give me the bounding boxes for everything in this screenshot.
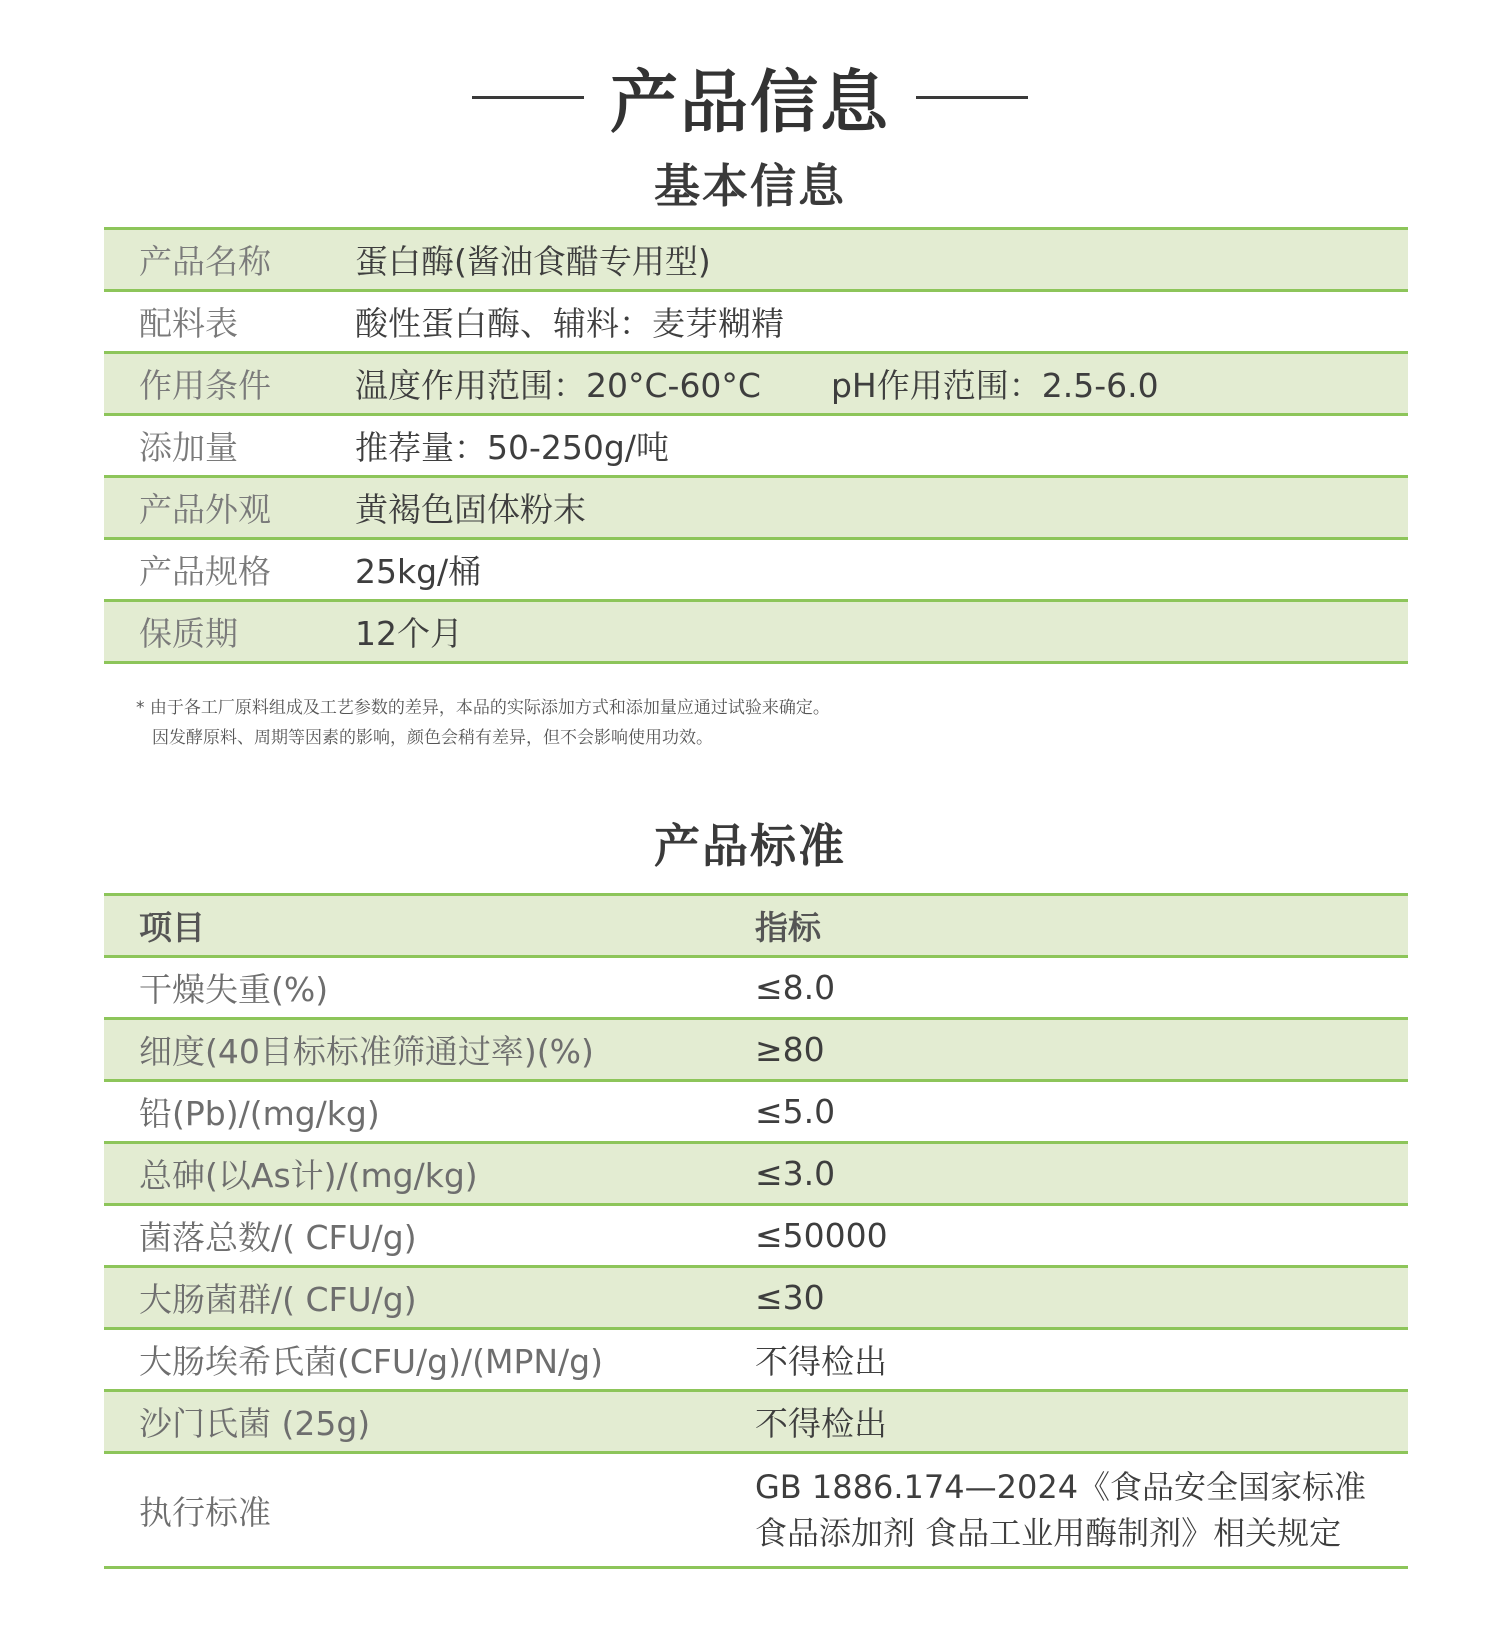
table-row [104, 1082, 1408, 1144]
table-header-row [104, 896, 1408, 958]
row-item: 菌落总数/( CFU/g) [139, 1218, 417, 1257]
row-item: 铅(Pb)/(mg/kg) [139, 1094, 380, 1133]
table-row [104, 1020, 1408, 1082]
table-row [104, 602, 1408, 664]
header-index: 指标 [755, 908, 821, 947]
table-row [104, 1330, 1408, 1392]
row-index: ≤50000 [755, 1216, 888, 1255]
row-value: 12个月 [355, 614, 463, 653]
table-row [104, 958, 1408, 1020]
row-index: ≥80 [755, 1030, 825, 1069]
row-value: 蛋白酶(酱油食醋专用型) [355, 242, 711, 281]
table-row [104, 230, 1408, 292]
row-index: ≤30 [755, 1278, 825, 1317]
title-right-rule [916, 96, 1028, 99]
row-index: ≤5.0 [755, 1092, 836, 1131]
page-title [0, 52, 1500, 142]
row-label: 产品规格 [139, 552, 271, 591]
table-row [104, 1268, 1408, 1330]
row-index: 不得检出 [755, 1342, 887, 1381]
row-item: 执行标准 [139, 1492, 271, 1532]
page-title-text: 产品信息 [609, 63, 890, 143]
exec-standard-line: 食品添加剂 食品工业用酶制剂》相关规定 [755, 1514, 1342, 1552]
table-row [104, 478, 1408, 540]
basic-info-table [104, 227, 1408, 664]
row-label: 产品名称 [139, 242, 271, 281]
table-row [104, 1454, 1408, 1569]
standard-title: 产品标准 [654, 819, 846, 873]
row-value: 25kg/桶 [355, 552, 482, 591]
ph-range: pH作用范围：2.5-6.0 [830, 366, 1159, 405]
header-item: 项目 [139, 908, 205, 947]
row-item: 总砷(以As计)/(mg/kg) [139, 1156, 478, 1195]
row-item: 大肠埃希氏菌(CFU/g)/(MPN/g) [139, 1342, 603, 1381]
table-row [104, 292, 1408, 354]
row-label: 添加量 [139, 428, 238, 467]
table-row [104, 1392, 1408, 1454]
row-item: 沙门氏菌 (25g) [139, 1404, 371, 1443]
row-label: 配料表 [139, 304, 238, 343]
table-row [104, 354, 1408, 416]
footnotes [136, 693, 830, 753]
row-item: 干燥失重(%) [139, 970, 329, 1009]
standard-table [104, 893, 1408, 1569]
row-value [355, 360, 1408, 407]
footnote: * 由于各工厂原料组成及工艺参数的差异，本品的实际添加方式和添加量应通过试验来确定。 [136, 698, 830, 718]
footnote: 因发酵原料、周期等因素的影响，颜色会稍有差异，但不会影响使用功效。 [152, 728, 713, 748]
title-left-rule [472, 96, 584, 99]
row-label: 保质期 [139, 614, 238, 653]
table-row [104, 416, 1408, 478]
row-item: 大肠菌群/( CFU/g) [139, 1280, 417, 1319]
row-label: 产品外观 [139, 490, 271, 529]
row-index: 不得检出 [755, 1404, 887, 1443]
row-index: ≤8.0 [755, 968, 836, 1007]
exec-standard-line: GB 1886.174—2024《食品安全国家标准 [755, 1468, 1367, 1506]
table-row [104, 540, 1408, 602]
basic-info-title: 基本信息 [654, 159, 846, 213]
row-value: 推荐量：50-250g/吨 [355, 428, 669, 467]
table-row [104, 1206, 1408, 1268]
table-row [104, 1144, 1408, 1206]
row-label: 作用条件 [139, 366, 271, 405]
row-item: 细度(40目标标准筛通过率)(%) [139, 1032, 594, 1071]
temperature-range: 温度作用范围：20°C-60°C [355, 366, 761, 405]
row-value: 黄褐色固体粉末 [355, 490, 586, 529]
row-value: 酸性蛋白酶、辅料：麦芽糊精 [355, 304, 784, 343]
row-index: ≤3.0 [755, 1154, 836, 1193]
row-index [755, 1464, 1408, 1556]
